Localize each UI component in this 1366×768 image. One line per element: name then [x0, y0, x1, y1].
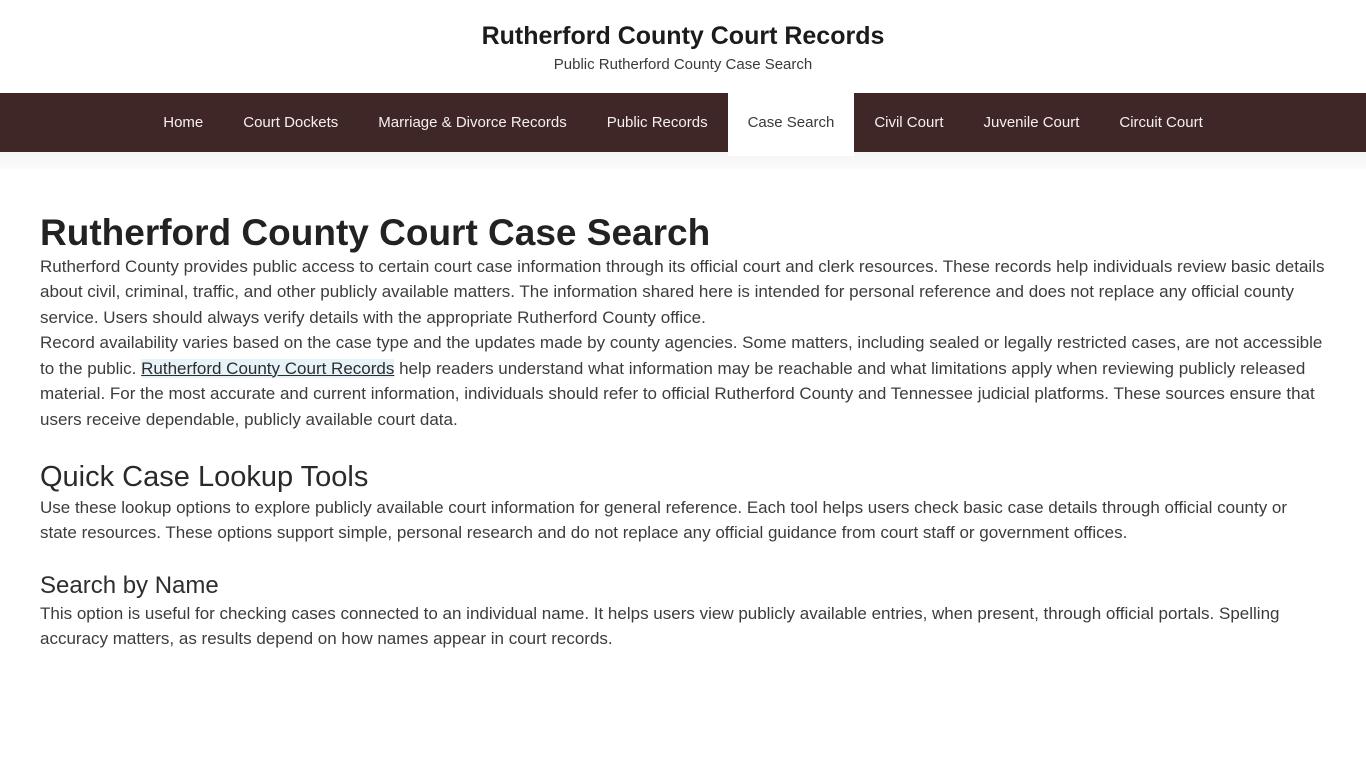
court-records-link[interactable]: Rutherford County Court Records [141, 358, 395, 378]
availability-text-after-link: help readers understand what information may be reachable and what limitations apply when reviewing publicly released material. For the most accurate and current information, individuals should refer to official Rutherford County and Tennessee judicial platforms. These sources ensure that users receive dependable, publicly available court data. [40, 358, 1315, 429]
section-title-quick-case-lookup: Quick Case Lookup Tools [40, 461, 369, 494]
nav-item-home[interactable]: Home [163, 114, 204, 131]
nav-item-civil-court[interactable]: Civil Court [874, 114, 944, 131]
nav-item-public-records[interactable]: Public Records [606, 114, 708, 131]
sub-title-search-by-name: Search by Name [40, 571, 219, 599]
nav-item-case-search[interactable]: Case Search [728, 93, 855, 156]
subnav-divider-strip [0, 152, 1366, 169]
nav-item-court-dockets[interactable]: Court Dockets [243, 114, 339, 131]
main-navigation [0, 93, 1366, 152]
site-tagline: Public Rutherford County Case Search [553, 56, 813, 73]
site-title[interactable]: Rutherford County Court Records [481, 22, 885, 50]
nav-item-circuit-court[interactable]: Circuit Court [1119, 114, 1203, 131]
availability-paragraph [40, 330, 1326, 432]
lookup-tools-paragraph: Use these lookup options to explore publicly available court information for general reference. Each tool helps users check basic case details through official county or state resources. These options support simple, personal research and do not replace any official guidance from court staff or government offices. [40, 497, 1288, 543]
page-title: Rutherford County Court Case Search [40, 212, 711, 253]
site-header [0, 0, 1366, 93]
nav-item-juvenile-court[interactable]: Juvenile Court [983, 114, 1080, 131]
nav-item-marriage-divorce-records[interactable]: Marriage & Divorce Records [378, 114, 567, 131]
main-content [0, 213, 1366, 652]
search-by-name-paragraph: This option is useful for checking cases connected to an individual name. It helps users view publicly available entries, when present, through official portals. Spelling accuracy matters, as results depend on how names appear in court records. [40, 603, 1280, 649]
intro-paragraph: Rutherford County provides public access to certain court case information through its official court and clerk resources. These records help individuals review basic details about civil, criminal, traffic, and other publicly available matters. The information shared here is intended for personal reference and does not replace any official county service. Users should always verify details with the appropriate Rutherford County office. [40, 256, 1325, 327]
availability-text-before-link: Record availability varies based on the case type and the updates made by county agencies. Some matters, including sealed or legally restricted cases, are not accessible to the public. [40, 333, 1323, 378]
